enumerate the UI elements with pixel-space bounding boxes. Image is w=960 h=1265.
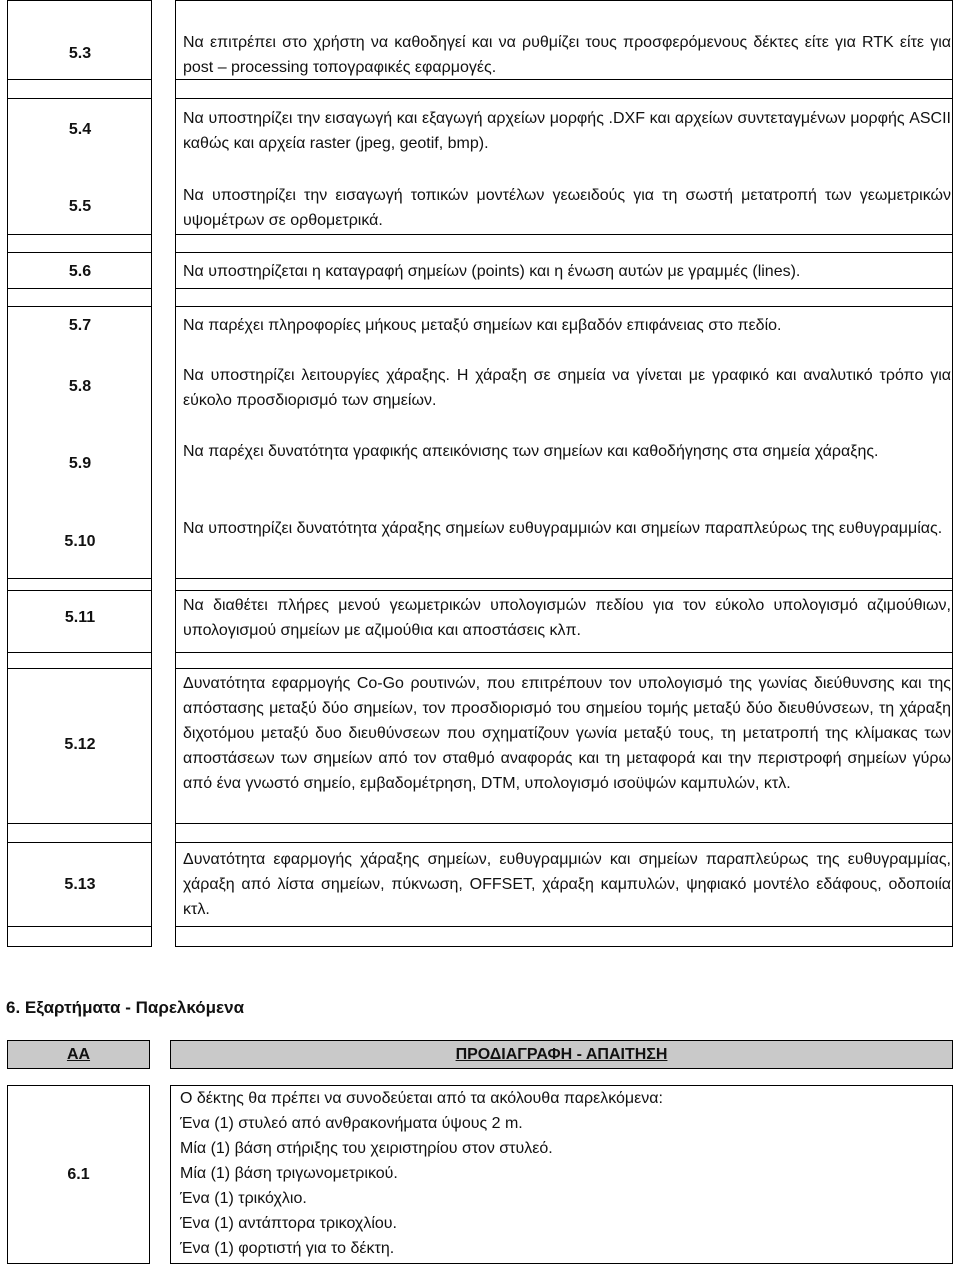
row-number: 5.10 <box>64 533 96 550</box>
row-number: 5.8 <box>68 378 92 395</box>
spec-line: Ένα (1) αντάπτορα τρικοχλίου. <box>180 1215 397 1232</box>
row-number: 5.5 <box>68 198 92 215</box>
spec-line: Ο δέκτης θα πρέπει να συνοδεύεται από τα ακόλουθα παρελκόμενα: <box>180 1090 663 1107</box>
row-number: 5.9 <box>68 455 92 472</box>
section-title: 6. Εξαρτήματα - Παρελκόμενα <box>6 998 245 1017</box>
spec-line: Ένα (1) στυλεό από ανθρακονήματα ύψους 2 m. <box>180 1115 523 1132</box>
spec-cell <box>170 1085 953 1264</box>
row-text: Να υποστηρίζει δυνατότητα χάραξης σημείων ευθυγραμμιών και σημείων παραπλεύρως της ευθυγραμμίας. <box>183 520 943 537</box>
header-aa: ΑΑ <box>7 1040 150 1069</box>
spec-line: Ένα (1) τρικόχλιο. <box>180 1190 307 1207</box>
row-number: 6.1 <box>67 1166 90 1183</box>
row-text: Δυνατότητα εφαρμογής Co-Go ρουτινών, που επιτρέπουν τον υπολογισμό της γωνίας διεύθυνσης και της απόστασης μεταξύ δύο σημείων, τον προσδιορισμό του σημείου τομής μεταξύ δύο διευθύνσεων, τη χάραξη διχοτόμου μεταξύ δυο διευθύνσεων που σχηματίζουν γωνία μεταξύ τους, τη μετατροπή της κλίμακας των αποστάσεων των σημείων από τον σταθμό αναφοράς και τη μεταφορά και την περιστροφή σημείων γύρω από ένα γνωστό σημείο, εμβαδομέτρηση, DTM, υπολογισμό ισοϋψών καμπυλών, κτλ. <box>183 675 951 792</box>
row-text: Να υποστηρίζεται η καταγραφή σημείων (points) και η ένωση αυτών με γραμμές (lines). <box>183 263 801 280</box>
row-text: Να διαθέτει πλήρες μενού γεωμετρικών υπολογισμών πεδίου για τον εύκολο υπολογισμό αζιμούθιων, υπολογισμού σημείων με αζιμούθια και αποστάσεις κλπ. <box>183 597 951 639</box>
spec-line: Ένα (1) φορτιστή για το δέκτη. <box>180 1240 395 1257</box>
row-text: Να υποστηρίζει την εισαγωγή και εξαγωγή αρχείων μορφής .DXF και αρχείων συντεταγμένων μορφής ASCII καθώς και αρχεία raster (jpeg, geotif, bmp). <box>183 110 951 152</box>
row-number: 5.3 <box>68 45 92 62</box>
spec-line: Μία (1) βάση τριγωνομετρικού. <box>180 1165 398 1182</box>
row-number: 5.11 <box>64 609 96 626</box>
row-text: Να υποστηρίζει την εισαγωγή τοπικών μοντέλων γεωειδούς για τη σωστή μετατροπή των γεωμετρικών υψομέτρων σε ορθομετρικά. <box>183 187 951 229</box>
aa-cell <box>7 1085 150 1264</box>
row-number: 5.4 <box>68 121 92 138</box>
row-text: Να υποστηρίζει λειτουργίες χάραξης. Η χάραξη σε σημεία να γίνεται με γραφικό και αναλυτικό τρόπο για εύκολο προσδιορισμό των σημείων. <box>183 367 951 409</box>
row-number: 5.13 <box>64 876 96 893</box>
row-number: 5.6 <box>68 263 92 280</box>
row-text: Να επιτρέπει στο χρήστη να καθοδηγεί και να ρυθμίζει τους προσφερόμενους δέκτες είτε για RTK είτε για post – processing τοπογραφικές εφαρμογές. <box>183 34 951 76</box>
row-text: Να παρέχει δυνατότητα γραφικής απεικόνισης των σημείων και καθοδήγησης στα σημεία χάραξης. <box>183 443 879 460</box>
row-text: Δυνατότητα εφαρμογής χάραξης σημείων, ευθυγραμμιών και σημείων παραπλεύρως της ευθυγραμμίας, χάραξη από λίστα σημείων, πύκνωση, OFFSET, χάραξη καμπυλών, ψηφιακό μοντέλο εδάφους, οδοποιία κτλ. <box>183 851 951 918</box>
row-number: 5.7 <box>68 317 92 334</box>
row-text: Να παρέχει πληροφορίες μήκους μεταξύ σημείων και εμβαδόν επιφάνειας στο πεδίο. <box>183 317 782 334</box>
spec-line: Μία (1) βάση στήριξης του χειριστηρίου στον στυλεό. <box>180 1140 553 1157</box>
row-number: 5.12 <box>64 736 96 753</box>
header-spec: ΠΡΟΔΙΑΓΡΑΦΗ - ΑΠΑΙΤΗΣΗ <box>170 1040 953 1069</box>
